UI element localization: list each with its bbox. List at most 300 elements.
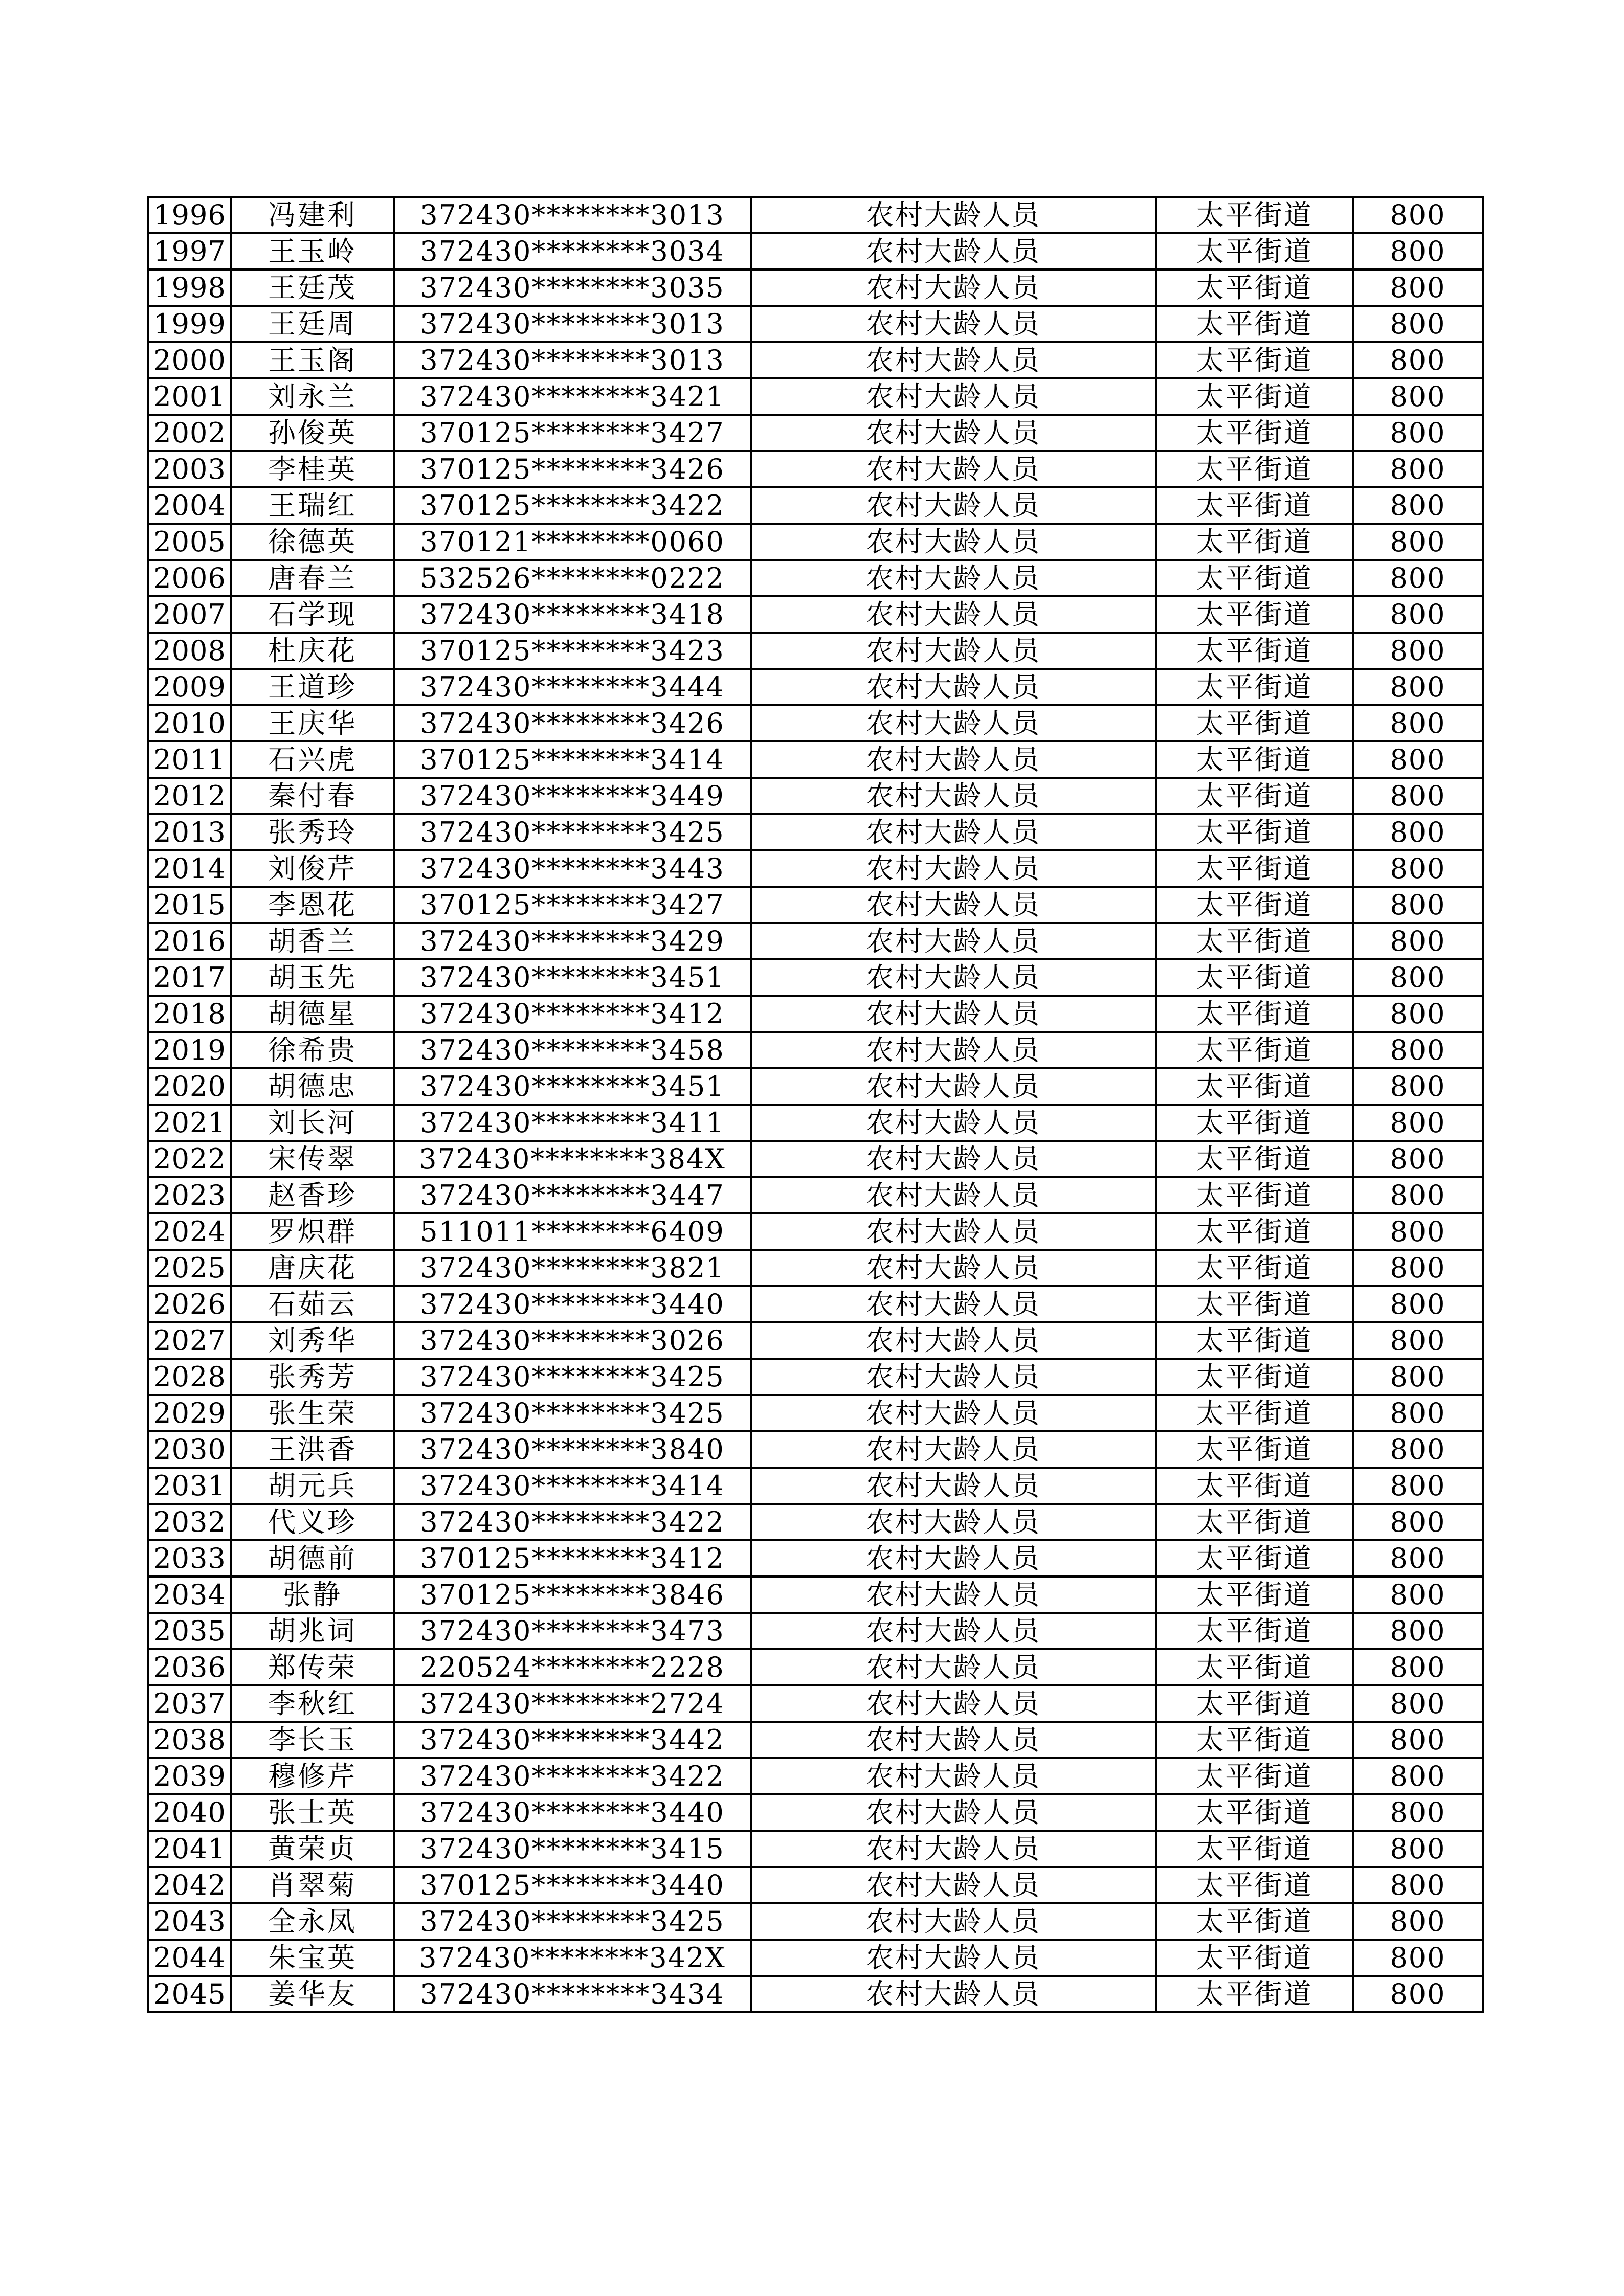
street-cell: 太平街道 [1156, 669, 1353, 705]
category-cell: 农村大龄人员 [751, 959, 1156, 996]
serial-number-cell: 2020 [148, 1068, 231, 1105]
name-cell: 徐希贵 [231, 1032, 394, 1068]
street-cell: 太平街道 [1156, 560, 1353, 596]
amount-cell: 800 [1353, 1831, 1483, 1867]
serial-number-cell: 2042 [148, 1867, 231, 1903]
id-number-cell: 370121********0060 [394, 524, 751, 560]
category-cell: 农村大龄人员 [751, 487, 1156, 524]
category-cell: 农村大龄人员 [751, 378, 1156, 415]
serial-number-cell: 2000 [148, 342, 231, 378]
amount-cell: 800 [1353, 560, 1483, 596]
category-cell: 农村大龄人员 [751, 1105, 1156, 1141]
street-cell: 太平街道 [1156, 1105, 1353, 1141]
serial-number-cell: 2009 [148, 669, 231, 705]
name-cell: 张秀芳 [231, 1359, 394, 1395]
serial-number-cell: 2018 [148, 996, 231, 1032]
street-cell: 太平街道 [1156, 1359, 1353, 1395]
street-cell: 太平街道 [1156, 705, 1353, 741]
category-cell: 农村大龄人员 [751, 1976, 1156, 2012]
category-cell: 农村大龄人员 [751, 1141, 1156, 1177]
category-cell: 农村大龄人员 [751, 814, 1156, 850]
table-row [148, 1105, 1483, 1141]
street-cell: 太平街道 [1156, 887, 1353, 923]
id-number-cell: 370125********3440 [394, 1867, 751, 1903]
amount-cell: 800 [1353, 1213, 1483, 1250]
category-cell: 农村大龄人员 [751, 1068, 1156, 1105]
table-row [148, 1685, 1483, 1722]
id-number-cell: 372430********3840 [394, 1431, 751, 1468]
table-row [148, 524, 1483, 560]
serial-number-cell: 2005 [148, 524, 231, 560]
amount-cell: 800 [1353, 1359, 1483, 1395]
table-row [148, 1976, 1483, 2012]
category-cell: 农村大龄人员 [751, 633, 1156, 669]
serial-number-cell: 2026 [148, 1286, 231, 1322]
category-cell: 农村大龄人员 [751, 1322, 1156, 1359]
category-cell: 农村大龄人员 [751, 1359, 1156, 1395]
street-cell: 太平街道 [1156, 814, 1353, 850]
id-number-cell: 370125********3426 [394, 451, 751, 487]
name-cell: 郑传荣 [231, 1649, 394, 1685]
amount-cell: 800 [1353, 1976, 1483, 2012]
amount-cell: 800 [1353, 887, 1483, 923]
name-cell: 王道珍 [231, 669, 394, 705]
street-cell: 太平街道 [1156, 1903, 1353, 1940]
street-cell: 太平街道 [1156, 996, 1353, 1032]
table-row [148, 1177, 1483, 1213]
id-number-cell: 370125********3427 [394, 887, 751, 923]
serial-number-cell: 2030 [148, 1431, 231, 1468]
table-row [148, 451, 1483, 487]
serial-number-cell: 2007 [148, 596, 231, 633]
category-cell: 农村大龄人员 [751, 1940, 1156, 1976]
amount-cell: 800 [1353, 306, 1483, 342]
serial-number-cell: 2028 [148, 1359, 231, 1395]
street-cell: 太平街道 [1156, 741, 1353, 778]
name-cell: 胡元兵 [231, 1468, 394, 1504]
table-row [148, 959, 1483, 996]
category-cell: 农村大龄人员 [751, 1903, 1156, 1940]
amount-cell: 800 [1353, 1250, 1483, 1286]
category-cell: 农村大龄人员 [751, 778, 1156, 814]
name-cell: 王庆华 [231, 705, 394, 741]
street-cell: 太平街道 [1156, 1431, 1353, 1468]
name-cell: 唐庆花 [231, 1250, 394, 1286]
amount-cell: 800 [1353, 596, 1483, 633]
name-cell: 刘俊芹 [231, 850, 394, 887]
category-cell: 农村大龄人员 [751, 306, 1156, 342]
street-cell: 太平街道 [1156, 633, 1353, 669]
serial-number-cell: 2033 [148, 1540, 231, 1577]
amount-cell: 800 [1353, 1504, 1483, 1540]
street-cell: 太平街道 [1156, 778, 1353, 814]
id-number-cell: 372430********3026 [394, 1322, 751, 1359]
street-cell: 太平街道 [1156, 378, 1353, 415]
name-cell: 王廷周 [231, 306, 394, 342]
amount-cell: 800 [1353, 1540, 1483, 1577]
id-number-cell: 372430********3412 [394, 996, 751, 1032]
category-cell: 农村大龄人员 [751, 850, 1156, 887]
id-number-cell: 372430********3425 [394, 1903, 751, 1940]
name-cell: 王玉岭 [231, 233, 394, 269]
id-number-cell: 220524********2228 [394, 1649, 751, 1685]
category-cell: 农村大龄人员 [751, 1540, 1156, 1577]
id-number-cell: 372430********3034 [394, 233, 751, 269]
category-cell: 农村大龄人员 [751, 596, 1156, 633]
amount-cell: 800 [1353, 1940, 1483, 1976]
id-number-cell: 372430********3425 [394, 1359, 751, 1395]
name-cell: 王廷茂 [231, 269, 394, 306]
category-cell: 农村大龄人员 [751, 269, 1156, 306]
street-cell: 太平街道 [1156, 1177, 1353, 1213]
name-cell: 杜庆花 [231, 633, 394, 669]
table-row [148, 996, 1483, 1032]
id-number-cell: 372430********3451 [394, 1068, 751, 1105]
table-row [148, 1540, 1483, 1577]
amount-cell: 800 [1353, 669, 1483, 705]
serial-number-cell: 2013 [148, 814, 231, 850]
category-cell: 农村大龄人员 [751, 560, 1156, 596]
amount-cell: 800 [1353, 923, 1483, 959]
name-cell: 胡兆词 [231, 1613, 394, 1649]
amount-cell: 800 [1353, 705, 1483, 741]
category-cell: 农村大龄人员 [751, 1468, 1156, 1504]
serial-number-cell: 2031 [148, 1468, 231, 1504]
table-row [148, 1395, 1483, 1431]
serial-number-cell: 2025 [148, 1250, 231, 1286]
id-number-cell: 372430********3447 [394, 1177, 751, 1213]
name-cell: 胡德星 [231, 996, 394, 1032]
name-cell: 宋传翠 [231, 1141, 394, 1177]
category-cell: 农村大龄人员 [751, 233, 1156, 269]
category-cell: 农村大龄人员 [751, 1395, 1156, 1431]
serial-number-cell: 2040 [148, 1794, 231, 1831]
name-cell: 胡香兰 [231, 923, 394, 959]
name-cell: 张静 [231, 1577, 394, 1613]
table-row [148, 197, 1483, 233]
table-row [148, 1577, 1483, 1613]
street-cell: 太平街道 [1156, 1141, 1353, 1177]
street-cell: 太平街道 [1156, 923, 1353, 959]
name-cell: 王洪香 [231, 1431, 394, 1468]
category-cell: 农村大龄人员 [751, 1577, 1156, 1613]
street-cell: 太平街道 [1156, 306, 1353, 342]
category-cell: 农村大龄人员 [751, 1250, 1156, 1286]
serial-number-cell: 1998 [148, 269, 231, 306]
table-row [148, 1649, 1483, 1685]
category-cell: 农村大龄人员 [751, 415, 1156, 451]
street-cell: 太平街道 [1156, 1286, 1353, 1322]
id-number-cell: 370125********3412 [394, 1540, 751, 1577]
serial-number-cell: 2038 [148, 1722, 231, 1758]
id-number-cell: 511011********6409 [394, 1213, 751, 1250]
id-number-cell: 372430********3035 [394, 269, 751, 306]
serial-number-cell: 2014 [148, 850, 231, 887]
serial-number-cell: 2015 [148, 887, 231, 923]
amount-cell: 800 [1353, 1649, 1483, 1685]
id-number-cell: 370125********3846 [394, 1577, 751, 1613]
amount-cell: 800 [1353, 1141, 1483, 1177]
serial-number-cell: 2041 [148, 1831, 231, 1867]
street-cell: 太平街道 [1156, 1867, 1353, 1903]
table-row [148, 705, 1483, 741]
name-cell: 朱宝英 [231, 1940, 394, 1976]
name-cell: 胡德忠 [231, 1068, 394, 1105]
street-cell: 太平街道 [1156, 1976, 1353, 2012]
category-cell: 农村大龄人员 [751, 1794, 1156, 1831]
id-number-cell: 372430********384X [394, 1141, 751, 1177]
table-row [148, 1141, 1483, 1177]
category-cell: 农村大龄人员 [751, 1649, 1156, 1685]
serial-number-cell: 2003 [148, 451, 231, 487]
table-row [148, 669, 1483, 705]
id-number-cell: 372430********3421 [394, 378, 751, 415]
category-cell: 农村大龄人员 [751, 1504, 1156, 1540]
serial-number-cell: 2022 [148, 1141, 231, 1177]
table-row [148, 887, 1483, 923]
id-number-cell: 372430********2724 [394, 1685, 751, 1722]
id-number-cell: 372430********3418 [394, 596, 751, 633]
table-row [148, 1250, 1483, 1286]
serial-number-cell: 2045 [148, 1976, 231, 2012]
street-cell: 太平街道 [1156, 1685, 1353, 1722]
street-cell: 太平街道 [1156, 269, 1353, 306]
table-row [148, 342, 1483, 378]
amount-cell: 800 [1353, 633, 1483, 669]
name-cell: 王玉阁 [231, 342, 394, 378]
category-cell: 农村大龄人员 [751, 705, 1156, 741]
amount-cell: 800 [1353, 1722, 1483, 1758]
id-number-cell: 372430********3426 [394, 705, 751, 741]
serial-number-cell: 2037 [148, 1685, 231, 1722]
name-cell: 张士英 [231, 1794, 394, 1831]
amount-cell: 800 [1353, 1468, 1483, 1504]
category-cell: 农村大龄人员 [751, 197, 1156, 233]
amount-cell: 800 [1353, 1867, 1483, 1903]
name-cell: 冯建利 [231, 197, 394, 233]
serial-number-cell: 1996 [148, 197, 231, 233]
amount-cell: 800 [1353, 1322, 1483, 1359]
amount-cell: 800 [1353, 814, 1483, 850]
id-number-cell: 372430********3443 [394, 850, 751, 887]
table-row [148, 633, 1483, 669]
street-cell: 太平街道 [1156, 1722, 1353, 1758]
serial-number-cell: 2010 [148, 705, 231, 741]
amount-cell: 800 [1353, 1177, 1483, 1213]
name-cell: 石学现 [231, 596, 394, 633]
id-number-cell: 372430********3473 [394, 1613, 751, 1649]
street-cell: 太平街道 [1156, 596, 1353, 633]
category-cell: 农村大龄人员 [751, 1032, 1156, 1068]
amount-cell: 800 [1353, 1032, 1483, 1068]
id-number-cell: 370125********3427 [394, 415, 751, 451]
table-row [148, 560, 1483, 596]
category-cell: 农村大龄人员 [751, 996, 1156, 1032]
name-cell: 石茹云 [231, 1286, 394, 1322]
street-cell: 太平街道 [1156, 850, 1353, 887]
amount-cell: 800 [1353, 342, 1483, 378]
category-cell: 农村大龄人员 [751, 887, 1156, 923]
amount-cell: 800 [1353, 233, 1483, 269]
name-cell: 张秀玲 [231, 814, 394, 850]
street-cell: 太平街道 [1156, 1831, 1353, 1867]
amount-cell: 800 [1353, 1903, 1483, 1940]
street-cell: 太平街道 [1156, 1504, 1353, 1540]
table-row [148, 1504, 1483, 1540]
amount-cell: 800 [1353, 415, 1483, 451]
category-cell: 农村大龄人员 [751, 1213, 1156, 1250]
street-cell: 太平街道 [1156, 1068, 1353, 1105]
street-cell: 太平街道 [1156, 524, 1353, 560]
table-row [148, 1758, 1483, 1794]
table-row [148, 1468, 1483, 1504]
street-cell: 太平街道 [1156, 1758, 1353, 1794]
id-number-cell: 372430********3414 [394, 1468, 751, 1504]
name-cell: 黄荣贞 [231, 1831, 394, 1867]
name-cell: 代义珍 [231, 1504, 394, 1540]
name-cell: 孙俊英 [231, 415, 394, 451]
table-row [148, 814, 1483, 850]
id-number-cell: 370125********3423 [394, 633, 751, 669]
name-cell: 胡玉先 [231, 959, 394, 996]
serial-number-cell: 1999 [148, 306, 231, 342]
name-cell: 张生荣 [231, 1395, 394, 1431]
serial-number-cell: 2012 [148, 778, 231, 814]
amount-cell: 800 [1353, 197, 1483, 233]
street-cell: 太平街道 [1156, 487, 1353, 524]
street-cell: 太平街道 [1156, 1577, 1353, 1613]
id-number-cell: 372430********3425 [394, 814, 751, 850]
id-number-cell: 372430********3449 [394, 778, 751, 814]
category-cell: 农村大龄人员 [751, 1758, 1156, 1794]
amount-cell: 800 [1353, 1613, 1483, 1649]
name-cell: 穆修芹 [231, 1758, 394, 1794]
table-row [148, 415, 1483, 451]
category-cell: 农村大龄人员 [751, 1722, 1156, 1758]
name-cell: 肖翠菊 [231, 1867, 394, 1903]
amount-cell: 800 [1353, 269, 1483, 306]
id-number-cell: 372430********3013 [394, 306, 751, 342]
amount-cell: 800 [1353, 1286, 1483, 1322]
name-cell: 刘秀华 [231, 1322, 394, 1359]
table-row [148, 1359, 1483, 1395]
table-row [148, 233, 1483, 269]
amount-cell: 800 [1353, 487, 1483, 524]
table-row [148, 1794, 1483, 1831]
category-cell: 农村大龄人员 [751, 923, 1156, 959]
street-cell: 太平街道 [1156, 1649, 1353, 1685]
name-cell: 秦付春 [231, 778, 394, 814]
serial-number-cell: 2039 [148, 1758, 231, 1794]
amount-cell: 800 [1353, 778, 1483, 814]
name-cell: 罗炽群 [231, 1213, 394, 1250]
id-number-cell: 372430********3442 [394, 1722, 751, 1758]
street-cell: 太平街道 [1156, 1250, 1353, 1286]
table-row [148, 741, 1483, 778]
serial-number-cell: 2017 [148, 959, 231, 996]
name-cell: 李秋红 [231, 1685, 394, 1722]
serial-number-cell: 2002 [148, 415, 231, 451]
category-cell: 农村大龄人员 [751, 669, 1156, 705]
street-cell: 太平街道 [1156, 1468, 1353, 1504]
category-cell: 农村大龄人员 [751, 342, 1156, 378]
name-cell: 石兴虎 [231, 741, 394, 778]
amount-cell: 800 [1353, 1794, 1483, 1831]
table-row [148, 1032, 1483, 1068]
serial-number-cell: 2035 [148, 1613, 231, 1649]
street-cell: 太平街道 [1156, 1322, 1353, 1359]
amount-cell: 800 [1353, 1685, 1483, 1722]
name-cell: 胡德前 [231, 1540, 394, 1577]
id-number-cell: 372430********3458 [394, 1032, 751, 1068]
category-cell: 农村大龄人员 [751, 1177, 1156, 1213]
table-row [148, 487, 1483, 524]
street-cell: 太平街道 [1156, 415, 1353, 451]
table-row [148, 1940, 1483, 1976]
table-row [148, 596, 1483, 633]
id-number-cell: 372430********3440 [394, 1794, 751, 1831]
name-cell: 唐春兰 [231, 560, 394, 596]
street-cell: 太平街道 [1156, 1540, 1353, 1577]
id-number-cell: 372430********3422 [394, 1504, 751, 1540]
table-row [148, 1722, 1483, 1758]
street-cell: 太平街道 [1156, 1213, 1353, 1250]
name-cell: 赵香珍 [231, 1177, 394, 1213]
id-number-cell: 372430********3444 [394, 669, 751, 705]
amount-cell: 800 [1353, 1577, 1483, 1613]
amount-cell: 800 [1353, 1758, 1483, 1794]
table-row [148, 269, 1483, 306]
serial-number-cell: 2034 [148, 1577, 231, 1613]
table-body [148, 197, 1483, 2012]
id-number-cell: 370125********3422 [394, 487, 751, 524]
id-number-cell: 370125********3414 [394, 741, 751, 778]
amount-cell: 800 [1353, 451, 1483, 487]
street-cell: 太平街道 [1156, 197, 1353, 233]
name-cell: 刘永兰 [231, 378, 394, 415]
table-row [148, 306, 1483, 342]
id-number-cell: 372430********3013 [394, 197, 751, 233]
amount-cell: 800 [1353, 1431, 1483, 1468]
serial-number-cell: 2027 [148, 1322, 231, 1359]
id-number-cell: 372430********3411 [394, 1105, 751, 1141]
name-cell: 全永凤 [231, 1903, 394, 1940]
table-row [148, 778, 1483, 814]
id-number-cell: 372430********342X [394, 1940, 751, 1976]
serial-number-cell: 2011 [148, 741, 231, 778]
amount-cell: 800 [1353, 959, 1483, 996]
serial-number-cell: 2044 [148, 1940, 231, 1976]
serial-number-cell: 2023 [148, 1177, 231, 1213]
amount-cell: 800 [1353, 1395, 1483, 1431]
id-number-cell: 372430********3425 [394, 1395, 751, 1431]
category-cell: 农村大龄人员 [751, 524, 1156, 560]
category-cell: 农村大龄人员 [751, 1613, 1156, 1649]
serial-number-cell: 2029 [148, 1395, 231, 1431]
table-row [148, 1831, 1483, 1867]
street-cell: 太平街道 [1156, 342, 1353, 378]
recipient-table [147, 196, 1484, 2013]
serial-number-cell: 2024 [148, 1213, 231, 1250]
amount-cell: 800 [1353, 378, 1483, 415]
serial-number-cell: 2019 [148, 1032, 231, 1068]
table-row [148, 378, 1483, 415]
table-row [148, 1322, 1483, 1359]
table-row [148, 1286, 1483, 1322]
table-row [148, 1431, 1483, 1468]
name-cell: 姜华友 [231, 1976, 394, 2012]
category-cell: 农村大龄人员 [751, 1867, 1156, 1903]
